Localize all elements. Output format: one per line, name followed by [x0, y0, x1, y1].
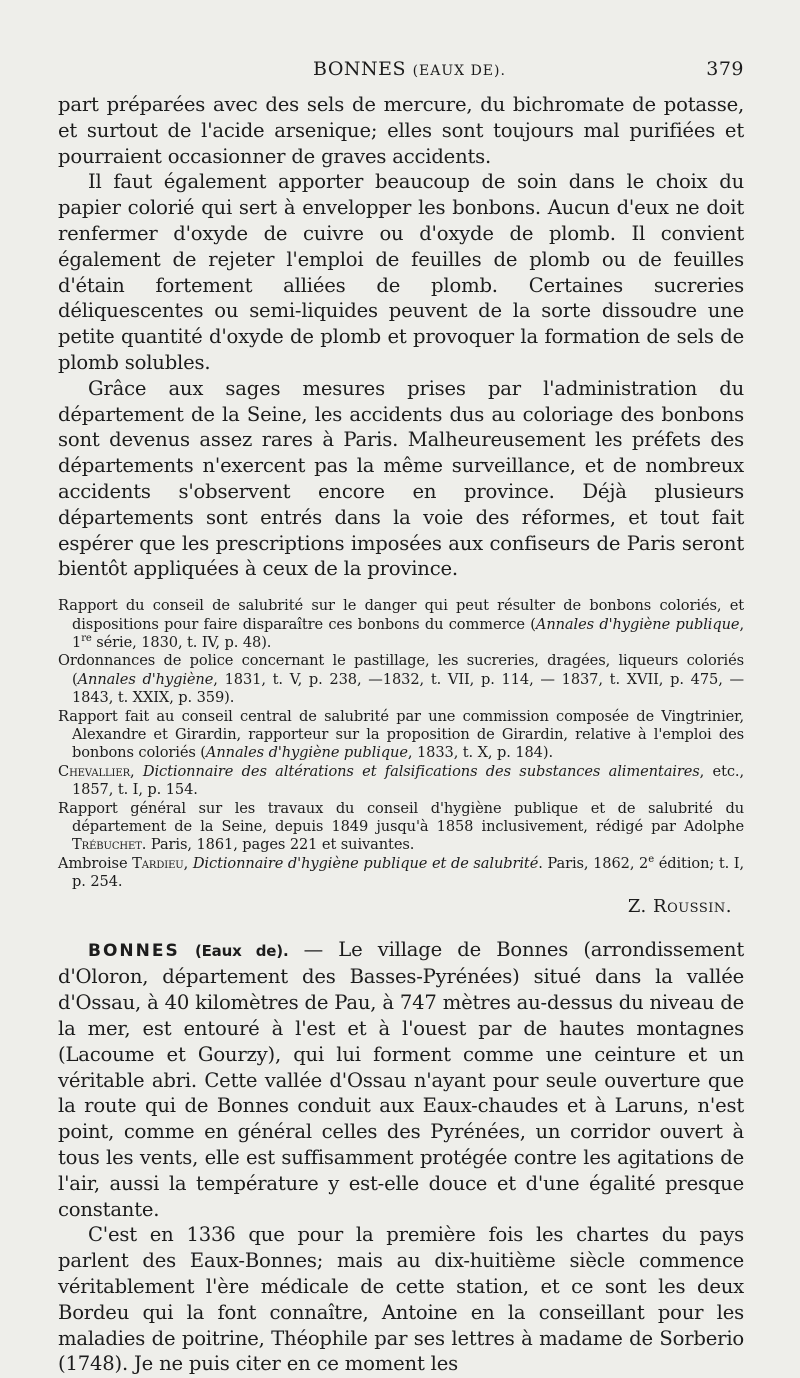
bibliography-entry: Rapport fait au conseil central de salubrité par une commission composée de Vingtrinier, Alexandre et Girardin, rapporteur sur la proposition de Girardin, relative à l'emploi des bonbons coloriés (Annales d'hygiène publique, 1833, t. X, p. 184). [58, 707, 744, 762]
running-header [58, 58, 744, 86]
headword-subtitle: (Eaux de). [194, 941, 289, 960]
page-number: 379 [706, 58, 744, 80]
bibliography-entry: Rapport du conseil de salubrité sur le danger qui peut résulter de bonbons coloriés, et dispositions pour faire disparaître ces bonbons du commerce (Annales d'hygiène publique, 1re série, 1830, t. IV, p. 48). [58, 597, 744, 651]
main-text [58, 92, 744, 582]
bibliography-entry: Rapport général sur les travaux du conseil d'hygiène publique et de salubrité du département de la Seine, depuis 1849 jusqu'à 1858 inclusivement, rédigé par Adolphe Trébuchet. Paris, 1861, pages 221 et suivantes. [58, 799, 744, 854]
bibliography-entry: Chevallier, Dictionnaire des altérations et falsifications des substances alimentaires, etc., 1857, t. I, p. 154. [58, 762, 744, 799]
paragraph: BONNES (Eaux de). — Le village de Bonnes (arrondissement d'Oloron, département des Basses-Pyrénées) situé dans la vallée d'Ossau, à 40 kilomètres de Pau, à 747 mètres au-dessus du niveau de la mer, est entouré à l'est et à l'ouest par de hautes montagnes (Lacoume et Gourzy), qui lui forment comme une ceinture et un véritable abri. Cette vallée d'Ossau n'ayant pour seule ouverture que la route qui de Bonnes conduit aux Eaux-chaudes et à Laruns, n'est point, comme en général celles des Pyrénées, un corridor ouvert à tous les vents, elle est suffisamment protégée contre les agitations de l'air, aussi la température y est-elle douce et d'une égalité presque constante. [58, 937, 744, 1221]
bibliography-entry: Ordonnances de police concernant le pastillage, les sucreries, dragées, liqueurs coloriés (Annales d'hygiène, 1831, t. V, p. 238, —1832, t. VII, p. 114, — 1837, t. XVII, p. 475, — 1843, t. XXIX, p. 359). [58, 652, 745, 707]
headword: BONNES [88, 940, 180, 961]
paragraph: Grâce aux sages mesures prises par l'administration du département de la Seine, les accidents dus au coloriage des bonbons sont devenus assez rares à Paris. Malheureusement les préfets des départements n'exercent pas la même surveillance, et de nombreux accidents s'observent encore en province. Déjà plusieurs départements sont entrés dans la voie des réformes, et tout fait espérer que les prescriptions imposées aux confiseurs de Paris seront bientôt appliquées à ceux de la province. [58, 376, 744, 581]
bibliography-entry: Ambroise Tardieu, Dictionnaire d'hygiène publique et de salubrité. Paris, 1862, 2e édition; t. I, p. 254. [58, 853, 745, 891]
bibliography [58, 597, 744, 892]
paragraph: C'est en 1336 que pour la première fois les chartes du pays parlent des Eaux-Bonnes; mais au dix-huitième siècle commence véritablement l'ère médicale de cette station, et ce sont les deux Bordeu qui la font connaître, Antoine en la conseillant pour les maladies de poitrine, Théophile par ses lettres à madame de Sorberio (1748). Je ne puis citer en ce moment les [58, 1223, 744, 1376]
article-bonnes [58, 937, 744, 1378]
paragraph: Il faut également apporter beaucoup de soin dans le choix du papier colorié qui sert à envelopper les bonbons. Aucun d'eux ne doit renfermer d'oxyde de cuivre ou d'oxyde de plomb. Il convient également de rejeter l'emploi de feuilles de plomb ou de feuilles d'étain fortement alliées de plomb. Certaines sucreries déliquescentes ou semi-liquides peuvent de la sorte dissoudre une petite quantité d'oxyde de plomb et provoquer la formation de sels de plomb solubles. [58, 170, 744, 374]
running-title: BONNES (EAUX DE). [313, 58, 506, 80]
paragraph: part préparées avec des sels de mercure, du bichromate de potasse, et surtout de l'acide arsenique; elles sont toujours mal purifiées et pourraient occasionner de graves accidents. [58, 93, 744, 168]
author-signature: Z. Roussin. [627, 895, 732, 917]
